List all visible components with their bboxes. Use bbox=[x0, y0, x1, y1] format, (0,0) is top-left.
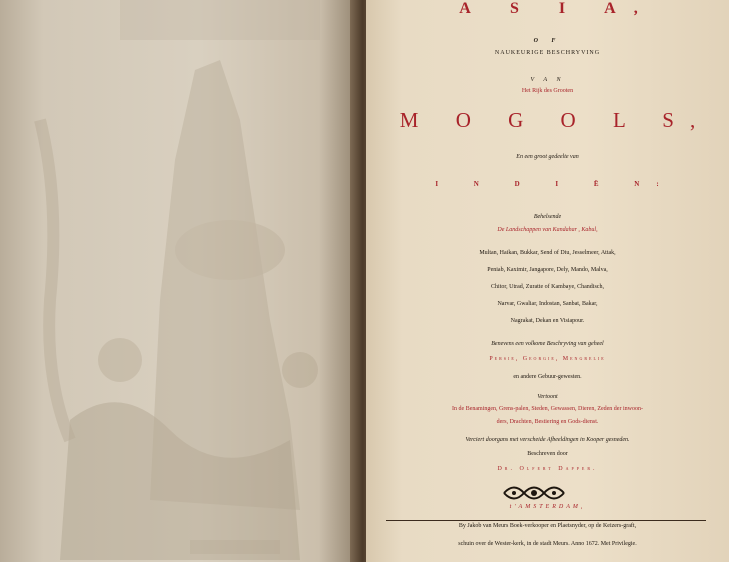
subtitle-het-rijk: Het Rijk des Grooten bbox=[521, 88, 574, 94]
benamingen-line-1: In de Benamingen, Grens-palen, Steden, Gewassen, Dieren, Zeden der inwoon- bbox=[452, 406, 643, 412]
imprint-line-1: By Jakob van Meurs Boek-verkooper en Plaetsnyder, op de Keizers-graft, bbox=[458, 523, 637, 529]
subtitle-gedeelte: En een groot gedeelte van bbox=[516, 154, 579, 160]
behelsende-line: Behelsende bbox=[533, 214, 562, 220]
imprint-line-2: schuin over de Wester-kerk, in de stadt Meurs. Anno 1672. Met Privilegie. bbox=[458, 541, 637, 547]
van-line: V A N bbox=[530, 77, 565, 83]
frontispiece-engraving bbox=[0, 0, 362, 562]
frontispiece-page bbox=[0, 0, 362, 562]
vertoont-line: Vertoont bbox=[537, 394, 558, 400]
places-line: Multan, Haikan, Bukkar, Send of Diu, Jesselmeer, Attak, bbox=[479, 250, 616, 256]
places-line: Narvar, Gwaliar, Indostan, Sanbat, Bakar, bbox=[497, 301, 598, 307]
mogols-heading: M O G O L S, bbox=[399, 108, 712, 132]
title: A S I A, bbox=[459, 0, 656, 17]
author-line: Dr. Olfert Dapper. bbox=[497, 466, 598, 472]
subtitle-naukeurige: NAUKEURIGE BESCHRYVING bbox=[494, 50, 601, 56]
gebuur-line: en andere Gebuur-gewesten. bbox=[513, 374, 582, 380]
printers-ornament-icon bbox=[499, 482, 569, 504]
landschappen-line: De Landschappen van Kandahar , Kabul, bbox=[497, 227, 598, 233]
benamingen-line-2: ders, Drachten, Bestiering en Gods-dienst. bbox=[496, 419, 599, 425]
places-line: Nagrakat, Dekan en Visiapour. bbox=[510, 318, 585, 324]
of-line: O F bbox=[533, 38, 562, 44]
imprint-rule bbox=[386, 520, 706, 521]
beschreven-line: Beschreven door bbox=[527, 451, 568, 457]
places-line: Chitor, Utrad, Zuratte of Kambaye, Chandisch, bbox=[491, 284, 604, 290]
places-line: Peniab, Kaximir, Jangapore, Dely, Mando, Malva, bbox=[487, 267, 608, 273]
title-page bbox=[366, 0, 729, 562]
verciert-line: Verciert doorgans met verscheide Afbeeldingen in Kooper gesneden. bbox=[465, 437, 630, 443]
amsterdam-line: t'AMSTERDAM, bbox=[509, 504, 586, 510]
persie-line: Persie, Georgie, Mengrelie bbox=[489, 356, 606, 362]
indien-heading: I N D I Ë N: bbox=[435, 180, 676, 188]
benevens-line: Benevens een volkome Beschryving van geheel bbox=[491, 341, 604, 347]
